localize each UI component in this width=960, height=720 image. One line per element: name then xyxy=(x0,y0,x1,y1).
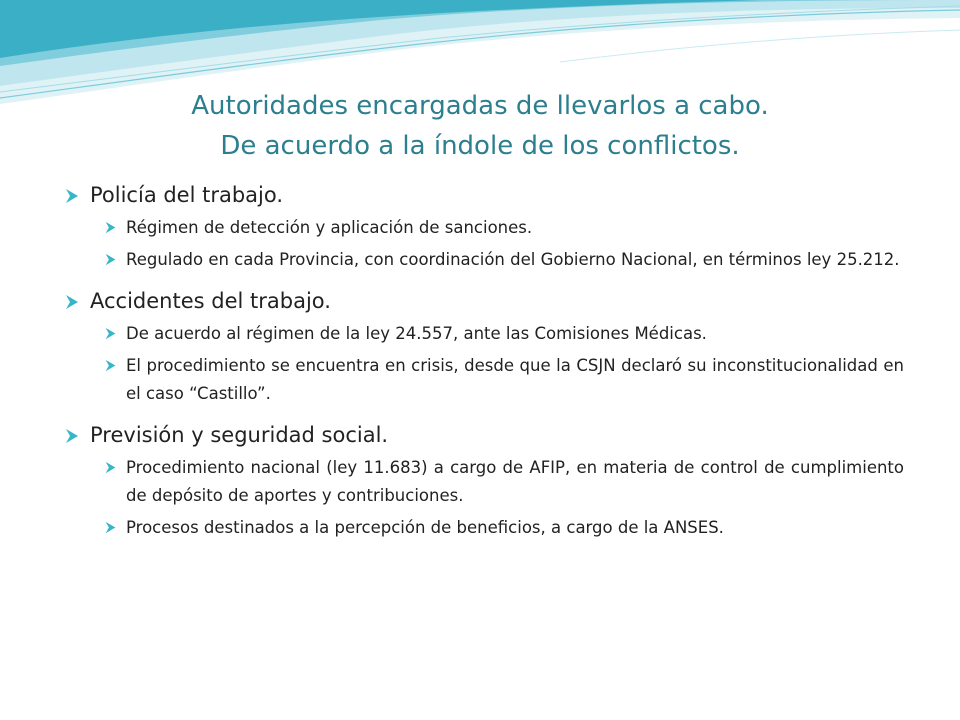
slide-title-line-1: Autoridades encargadas de llevarlos a cabo. xyxy=(191,91,769,121)
arrow-bullet-icon xyxy=(64,428,80,444)
list-item-text: Régimen de detección y aplicación de sanciones. xyxy=(126,218,533,237)
list-item xyxy=(64,352,904,408)
slide-content xyxy=(64,180,904,546)
arrow-bullet-icon xyxy=(64,294,80,310)
arrow-bullet-icon xyxy=(104,327,117,340)
arrow-bullet-icon xyxy=(104,359,117,372)
list-item-text: Regulado en cada Provincia, con coordinación del Gobierno Nacional, en términos ley 25.212. xyxy=(126,250,900,269)
list-item xyxy=(64,214,904,242)
list-item xyxy=(64,246,904,274)
list-item-text: El procedimiento se encuentra en crisis, desde que la CSJN declaró su inconstitucionalidad en el caso “Castillo”. xyxy=(126,356,904,403)
section-heading-text: Accidentes del trabajo. xyxy=(90,289,331,313)
section-heading-text: Policía del trabajo. xyxy=(90,183,284,207)
list-item-text: Procesos destinados a la percepción de beneficios, a cargo de la ANSES. xyxy=(126,518,724,537)
list-item-text: De acuerdo al régimen de la ley 24.557, ante las Comisiones Médicas. xyxy=(126,324,707,343)
list-item xyxy=(64,320,904,348)
arrow-bullet-icon xyxy=(104,521,117,534)
arrow-bullet-icon xyxy=(104,461,117,474)
section-heading-text: Previsión y seguridad social. xyxy=(90,423,389,447)
list-item-text: Procedimiento nacional (ley 11.683) a cargo de AFIP, en materia de control de cumplimiento de depósito de aportes y contribuciones. xyxy=(126,458,904,505)
arrow-bullet-icon xyxy=(64,188,80,204)
section-heading-policia xyxy=(64,180,904,210)
slide-title xyxy=(0,86,960,166)
section-heading-accidentes xyxy=(64,286,904,316)
arrow-bullet-icon xyxy=(104,253,117,266)
list-item xyxy=(64,514,904,542)
list-item xyxy=(64,454,904,510)
arrow-bullet-icon xyxy=(104,221,117,234)
section-heading-prevision xyxy=(64,420,904,450)
slide-title-line-2: De acuerdo a la índole de los conflictos. xyxy=(220,131,740,161)
